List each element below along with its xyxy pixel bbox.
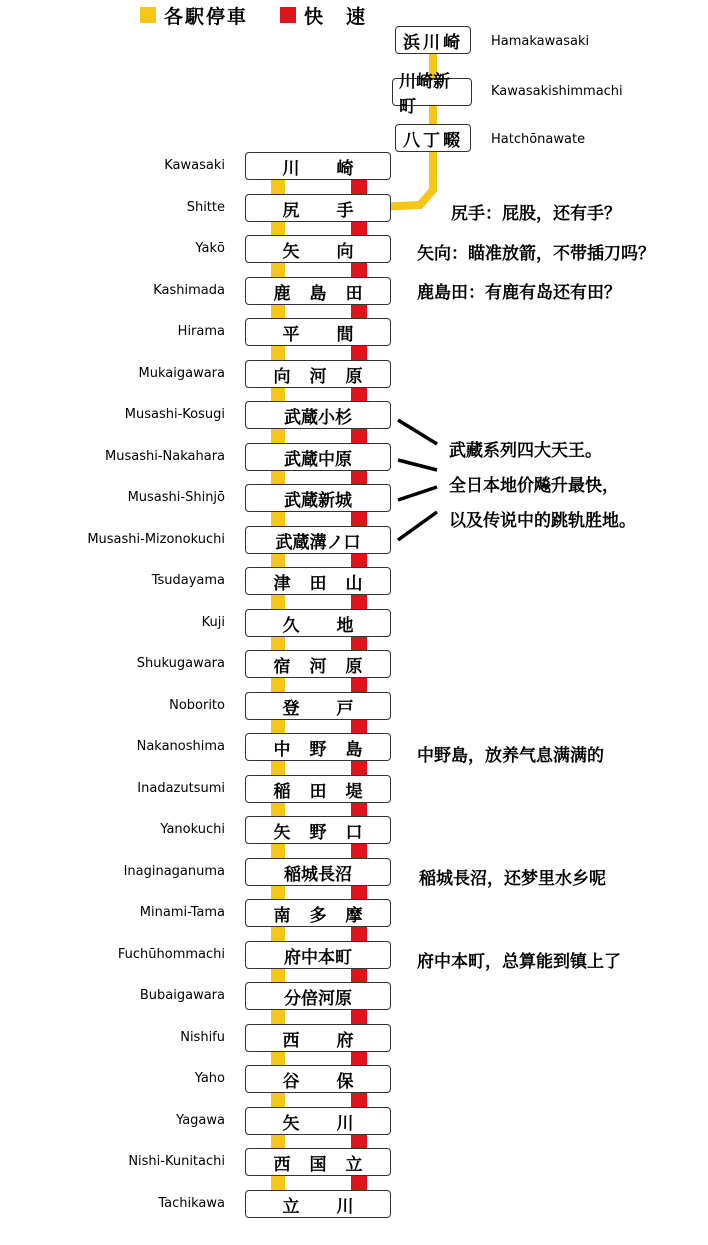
station-romaji: Musashi-Mizonokuchi bbox=[87, 532, 225, 547]
station-kanji: 宿 bbox=[273, 656, 291, 677]
branch-station-kawasakishimmachi: 川崎新町 bbox=[392, 78, 472, 106]
note-shitte: 尻手：屁股，还有手？ bbox=[451, 204, 621, 224]
station-bubaigawara bbox=[245, 982, 391, 1010]
station-kanji: 河 bbox=[309, 366, 327, 387]
station-kanji: 武蔵新城 bbox=[284, 490, 352, 511]
station-yaho bbox=[245, 1065, 391, 1093]
note-musashi-3: 以及传说中的跳轨胜地。 bbox=[449, 511, 636, 531]
legend-local-label: 各駅停車 bbox=[164, 5, 249, 28]
station-kanji: 稲城長沼 bbox=[284, 864, 352, 885]
station-romaji: Yakō bbox=[195, 241, 225, 256]
station-kanji: 津 bbox=[273, 573, 291, 594]
note-yako: 矢向：瞄准放箭，不带插刀吗？ bbox=[417, 244, 655, 264]
station-kanji: 谷 bbox=[282, 1071, 300, 1092]
station-musashi-kosugi bbox=[245, 401, 391, 429]
station-romaji: Nishi-Kunitachi bbox=[128, 1154, 225, 1169]
station-kanji: 口 bbox=[345, 822, 363, 843]
station-musashi-shinj- bbox=[245, 484, 391, 512]
station-romaji: Kawasaki bbox=[164, 158, 225, 173]
station-kuji bbox=[245, 609, 391, 637]
station-mukaigawara bbox=[245, 360, 391, 388]
station-kanji: 国 bbox=[309, 1154, 327, 1175]
station-kanji: 鹿 bbox=[273, 283, 291, 304]
station-kawasaki bbox=[245, 152, 391, 180]
station-kanji: 原 bbox=[345, 656, 363, 677]
station-kanji: 立 bbox=[282, 1196, 300, 1217]
station-kanji: 向 bbox=[336, 241, 354, 262]
station-musashi-nakahara bbox=[245, 443, 391, 471]
branch-station-hatchonawate: 八丁畷 bbox=[395, 124, 471, 152]
station-kanji: 野 bbox=[309, 822, 327, 843]
station-hirama bbox=[245, 318, 391, 346]
pointer-line-kosugi bbox=[398, 420, 437, 444]
pointer-line-shinjo bbox=[398, 487, 437, 500]
station-kanji: 武蔵溝ノ口 bbox=[275, 532, 361, 553]
station-noborito bbox=[245, 692, 391, 720]
station-kanji: 保 bbox=[336, 1071, 354, 1092]
station-romaji: Inaginaganuma bbox=[123, 864, 225, 879]
station-romaji: Mukaigawara bbox=[138, 366, 225, 381]
station-kanji: 西 bbox=[273, 1154, 291, 1175]
station-kanji: 向 bbox=[273, 366, 291, 387]
note-kashimada: 鹿島田：有鹿有岛还有田？ bbox=[417, 283, 621, 303]
station-kanji: 田 bbox=[345, 283, 363, 304]
station-romaji: Yaho bbox=[194, 1071, 225, 1086]
station-romaji: Noborito bbox=[169, 698, 225, 713]
station-kashimada bbox=[245, 277, 391, 305]
station-shitte bbox=[245, 194, 391, 222]
station-shukugawara bbox=[245, 650, 391, 678]
station-romaji: Yagawa bbox=[176, 1113, 225, 1128]
station-nakanoshima bbox=[245, 733, 391, 761]
station-romaji: Kuji bbox=[201, 615, 225, 630]
station-kanji: 久 bbox=[282, 615, 300, 636]
station-kanji: 地 bbox=[336, 615, 354, 636]
station-romaji: Minami-Tama bbox=[139, 905, 225, 920]
station-nishi-kunitachi bbox=[245, 1148, 391, 1176]
station-kanji: 尻 bbox=[282, 200, 300, 221]
pointer-line-nakahara bbox=[398, 460, 437, 470]
station-romaji: Bubaigawara bbox=[139, 988, 225, 1003]
note-musashi-1: 武藏系列四大天王。 bbox=[449, 441, 602, 461]
station-kanji: 分倍河原 bbox=[284, 988, 352, 1009]
station-romaji: Kashimada bbox=[153, 283, 225, 298]
station-kanji: 府中本町 bbox=[284, 947, 352, 968]
branch-romaji-hatchonawate: Hatchōnawate bbox=[491, 132, 586, 147]
note-nakanoshima: 中野島，放养气息满满的 bbox=[417, 746, 604, 766]
station-kanji: 多 bbox=[309, 905, 327, 926]
station-kanji: 稲 bbox=[273, 781, 291, 802]
station-musashi-mizonokuchi bbox=[245, 526, 391, 554]
station-kanji: 登 bbox=[282, 698, 300, 719]
station-kanji: 川 bbox=[282, 158, 300, 179]
station-nishifu bbox=[245, 1024, 391, 1052]
station-kanji: 川 bbox=[336, 1196, 354, 1217]
station-kanji: 島 bbox=[345, 739, 363, 760]
station-minami-tama bbox=[245, 899, 391, 927]
station-romaji: Musashi-Kosugi bbox=[124, 407, 225, 422]
station-kanji: 南 bbox=[273, 905, 291, 926]
station-kanji: 手 bbox=[336, 200, 354, 221]
station-romaji: Nakanoshima bbox=[136, 739, 225, 754]
station-romaji: Shitte bbox=[186, 200, 225, 215]
station-yak- bbox=[245, 235, 391, 263]
station-kanji: 河 bbox=[309, 656, 327, 677]
station-kanji: 矢 bbox=[282, 1113, 300, 1134]
station-kanji: 摩 bbox=[345, 905, 363, 926]
note-fuchuhommachi: 府中本町，总算能到镇上了 bbox=[417, 952, 621, 972]
station-romaji: Tachikawa bbox=[158, 1196, 225, 1211]
station-romaji: Shukugawara bbox=[136, 656, 225, 671]
station-kanji: 田 bbox=[309, 781, 327, 802]
station-romaji: Tsudayama bbox=[151, 573, 225, 588]
station-kanji: 武蔵中原 bbox=[284, 449, 352, 470]
station-kanji: 矢 bbox=[273, 822, 291, 843]
branch-station-hamakawasaki: 浜川崎 bbox=[395, 26, 471, 54]
station-romaji: Fuchūhommachi bbox=[117, 947, 225, 962]
station-kanji: 武蔵小杉 bbox=[284, 407, 352, 428]
station-inaginaganuma bbox=[245, 858, 391, 886]
station-kanji: 戸 bbox=[336, 698, 354, 719]
station-kanji: 立 bbox=[345, 1154, 363, 1175]
station-kanji: 島 bbox=[309, 283, 327, 304]
station-kanji: 中 bbox=[273, 739, 291, 760]
note-inaginaganuma: 稲城長沼，还梦里水乡呢 bbox=[419, 869, 606, 889]
station-yanokuchi bbox=[245, 816, 391, 844]
station-romaji: Hirama bbox=[177, 324, 225, 339]
station-romaji: Yanokuchi bbox=[160, 822, 225, 837]
station-romaji: Inadazutsumi bbox=[137, 781, 225, 796]
station-kanji: 矢 bbox=[282, 241, 300, 262]
station-fuch-hommachi bbox=[245, 941, 391, 969]
branch-romaji-hamakawasaki: Hamakawasaki bbox=[491, 34, 590, 49]
station-kanji: 田 bbox=[309, 573, 327, 594]
station-romaji: Nishifu bbox=[180, 1030, 225, 1045]
pointer-line-mizonokuchi bbox=[398, 512, 437, 540]
note-musashi-2: 全日本地价飚升最快， bbox=[449, 476, 619, 496]
station-inadazutsumi bbox=[245, 775, 391, 803]
station-kanji: 川 bbox=[336, 1113, 354, 1134]
station-kanji: 府 bbox=[336, 1030, 354, 1051]
branch-romaji-kawasakishimmachi: Kawasakishimmachi bbox=[491, 84, 623, 99]
station-romaji: Musashi-Shinjō bbox=[127, 490, 225, 505]
station-tsudayama bbox=[245, 567, 391, 595]
station-kanji: 山 bbox=[345, 573, 363, 594]
station-yagawa bbox=[245, 1107, 391, 1135]
station-kanji: 間 bbox=[336, 324, 354, 345]
station-kanji: 原 bbox=[345, 366, 363, 387]
station-tachikawa bbox=[245, 1190, 391, 1218]
station-kanji: 西 bbox=[282, 1030, 300, 1051]
station-kanji: 堤 bbox=[345, 781, 363, 802]
legend-rapid-label: 快 速 bbox=[304, 5, 368, 28]
station-kanji: 平 bbox=[282, 324, 300, 345]
station-kanji: 野 bbox=[309, 739, 327, 760]
station-kanji: 崎 bbox=[336, 158, 354, 179]
station-romaji: Musashi-Nakahara bbox=[105, 449, 225, 464]
